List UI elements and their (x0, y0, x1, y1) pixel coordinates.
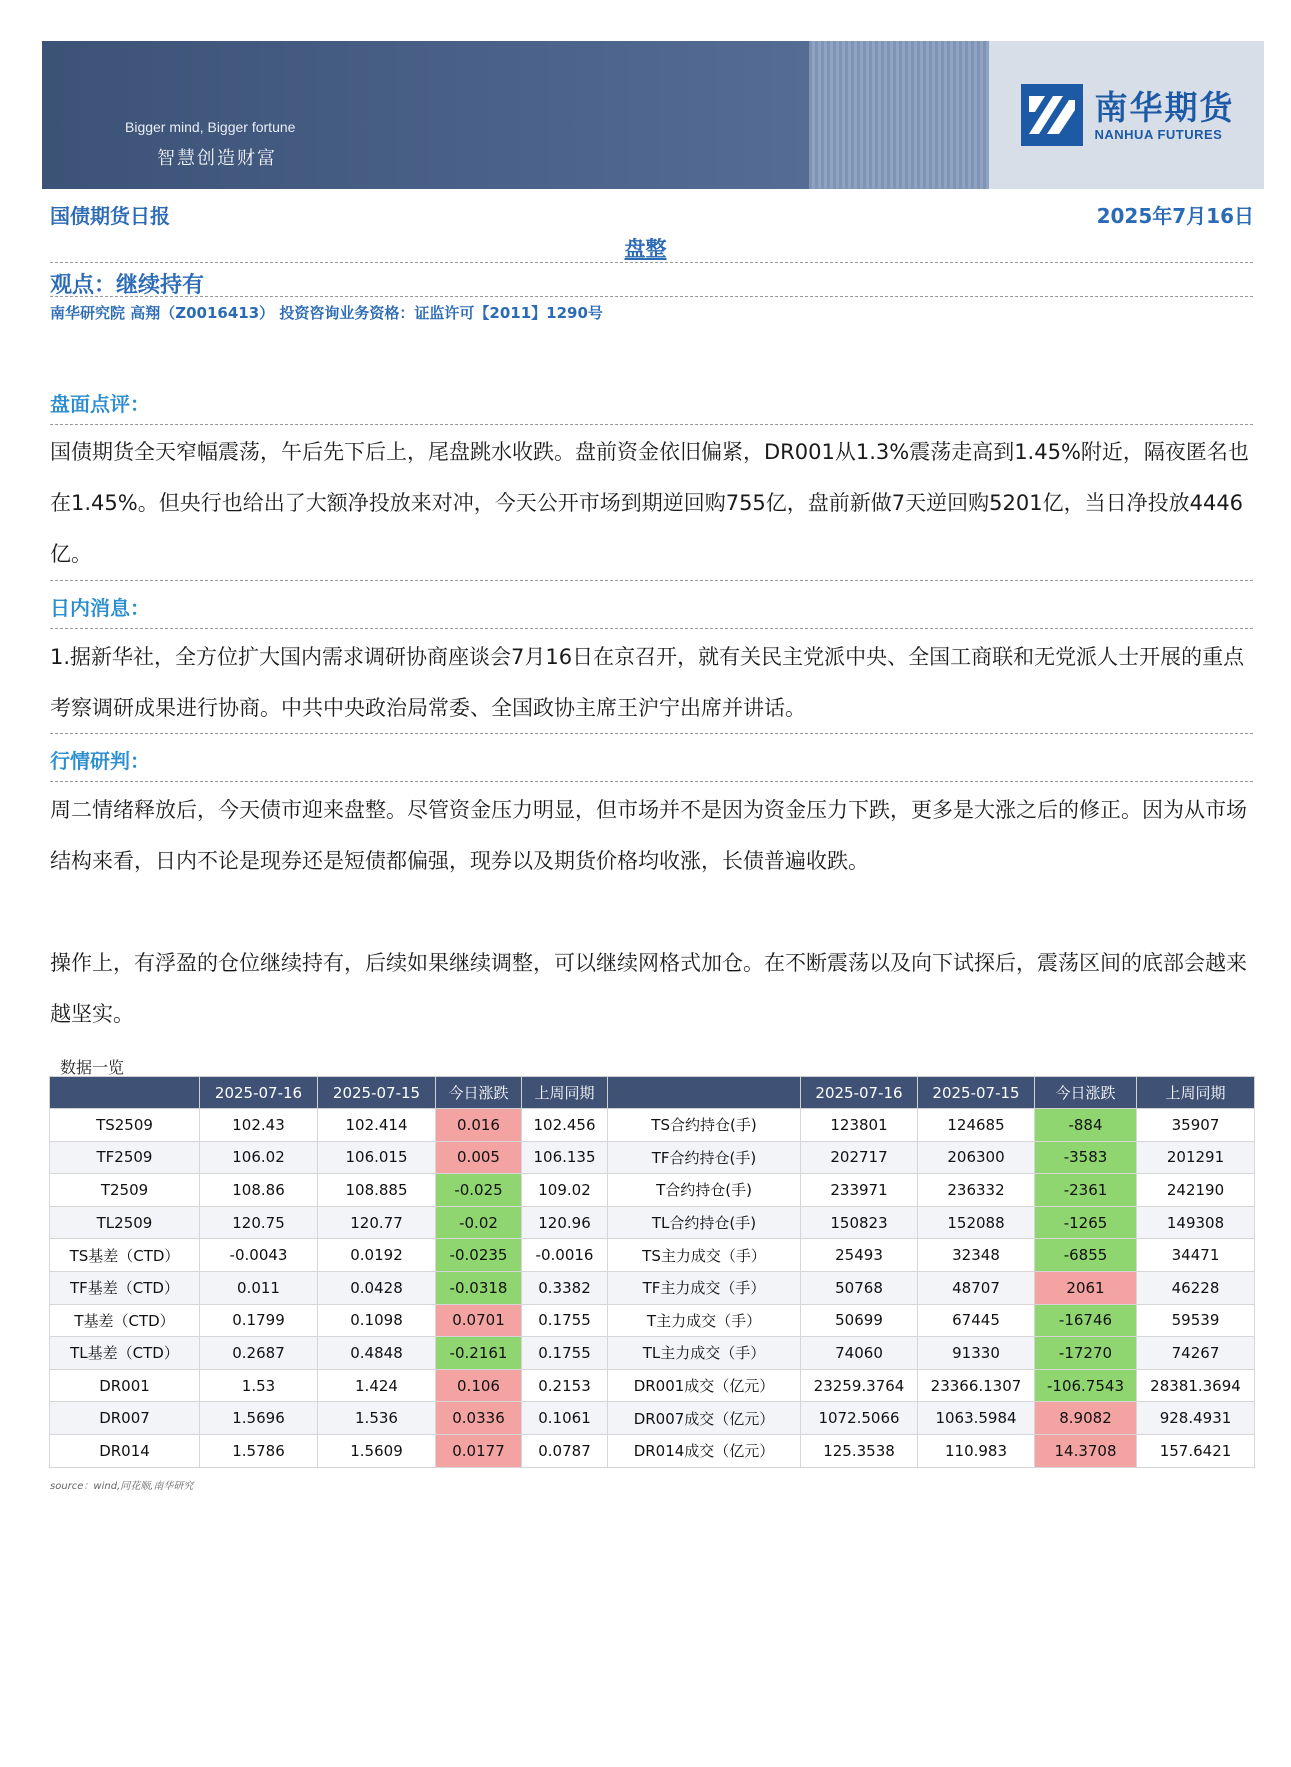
divider (50, 781, 1253, 782)
table-cell: DR001 (50, 1369, 200, 1402)
table-cell: -106.7543 (1035, 1369, 1137, 1402)
table-cell: 102.43 (200, 1109, 318, 1142)
company-logo (1019, 82, 1235, 148)
report-subtitle: 盘整 (624, 237, 667, 261)
source-note: source：wind,同花顺,南华研究 (50, 1481, 194, 1492)
table-cell: 106.015 (318, 1141, 436, 1174)
divider (50, 424, 1253, 425)
paragraph: 国债期货全天窄幅震荡，午后先下后上，尾盘跳水收跌。盘前资金依旧偏紧，DR001从1.3%震荡走高到1.45%附近，隔夜匿名也在1.45%。但央行也给出了大额净投放来对冲，今天公开市场到期逆回购755亿，盘前新做7天逆回购5201亿，当日净投放4446亿。 (50, 440, 1249, 566)
table-cell: 202717 (801, 1141, 918, 1174)
table-cell: 23366.1307 (918, 1369, 1035, 1402)
table-cell: -0.0016 (522, 1239, 608, 1272)
table-row (50, 1402, 1255, 1435)
table-cell: 0.0701 (436, 1304, 522, 1337)
table-cell: 152088 (918, 1206, 1035, 1239)
table-cell: -1265 (1035, 1206, 1137, 1239)
table-cell: 110.983 (918, 1434, 1035, 1467)
table-header: 上周同期 (1137, 1077, 1255, 1109)
table-cell: 928.4931 (1137, 1402, 1255, 1435)
table-cell: 106.02 (200, 1141, 318, 1174)
table-row (50, 1369, 1255, 1402)
table-header: 今日涨跌 (1035, 1077, 1137, 1109)
table-cell: T主力成交（手） (608, 1304, 801, 1337)
table-cell: 0.2153 (522, 1369, 608, 1402)
table-cell: 233971 (801, 1174, 918, 1207)
table-cell: -884 (1035, 1109, 1137, 1142)
section-title-intraday-news: 日内消息： (50, 596, 150, 620)
table-header: 2025-07-16 (801, 1077, 918, 1109)
table-cell: 0.4848 (318, 1337, 436, 1370)
paragraph: 周二情绪释放后，今天债市迎来盘整。尽管资金压力明显，但市场并不是因为资金压力下跌，更多是大涨之后的修正。因为从市场结构来看，日内不论是现券还是短债都偏强，现券以及期货价格均收涨，长债普遍收跌。 (50, 798, 1247, 873)
table-cell: DR014 (50, 1434, 200, 1467)
header-banner (42, 41, 1264, 189)
table-cell: 1.53 (200, 1369, 318, 1402)
table-cell: 46228 (1137, 1271, 1255, 1304)
table-cell: 91330 (918, 1337, 1035, 1370)
table-cell: 102.414 (318, 1109, 436, 1142)
view-heading: 观点：继续持有 (50, 273, 205, 298)
report-title: 国债期货日报 (50, 204, 170, 228)
table-header: 2025-07-15 (918, 1077, 1035, 1109)
table-cell: 236332 (918, 1174, 1035, 1207)
table-cell: TL基差（CTD） (50, 1337, 200, 1370)
table-cell: 102.456 (522, 1109, 608, 1142)
divider (50, 628, 1253, 629)
table-cell: 0.2687 (200, 1337, 318, 1370)
divider (50, 296, 1253, 297)
table-cell: 157.6421 (1137, 1434, 1255, 1467)
table-cell: 1072.5066 (801, 1402, 918, 1435)
table-cell: 50768 (801, 1271, 918, 1304)
table-cell: 0.016 (436, 1109, 522, 1142)
table-cell: TS合约持仓(手) (608, 1109, 801, 1142)
table-cell: 150823 (801, 1206, 918, 1239)
table-cell: 2061 (1035, 1271, 1137, 1304)
table-header: 今日涨跌 (436, 1077, 522, 1109)
table-row (50, 1174, 1255, 1207)
table-row (50, 1109, 1255, 1142)
table-cell: -17270 (1035, 1337, 1137, 1370)
table-cell: -0.0235 (436, 1239, 522, 1272)
table-cell: 201291 (1137, 1141, 1255, 1174)
table-row (50, 1141, 1255, 1174)
table-cell: 28381.3694 (1137, 1369, 1255, 1402)
table-cell: 109.02 (522, 1174, 608, 1207)
table-cell: TF主力成交（手） (608, 1271, 801, 1304)
table-cell: 242190 (1137, 1174, 1255, 1207)
table-header-row (50, 1077, 1255, 1109)
table-cell: 23259.3764 (801, 1369, 918, 1402)
banner-logo-panel (989, 41, 1264, 189)
table-cell: -0.02 (436, 1206, 522, 1239)
divider (50, 262, 1253, 263)
table-cell: 0.011 (200, 1271, 318, 1304)
table-cell: TF基差（CTD） (50, 1271, 200, 1304)
table-cell: -0.0043 (200, 1239, 318, 1272)
table-cell: 120.96 (522, 1206, 608, 1239)
table-cell: DR007成交（亿元） (608, 1402, 801, 1435)
table-cell: TS主力成交（手） (608, 1239, 801, 1272)
table-row (50, 1304, 1255, 1337)
nanhua-logo-icon (1019, 82, 1085, 148)
table-cell: 0.0192 (318, 1239, 436, 1272)
banner-left-panel (42, 41, 809, 189)
table-cell: 74060 (801, 1337, 918, 1370)
slogan-cn: 智慧创造财富 (157, 148, 277, 169)
table-cell: 0.0177 (436, 1434, 522, 1467)
logo-cn: 南华期货 (1094, 87, 1235, 127)
table-cell: 32348 (918, 1239, 1035, 1272)
table-cell: 0.106 (436, 1369, 522, 1402)
table-cell: TS2509 (50, 1109, 200, 1142)
table-row (50, 1271, 1255, 1304)
table-cell: 120.77 (318, 1206, 436, 1239)
table-cell: 1.536 (318, 1402, 436, 1435)
table-caption: 数据一览 (60, 1058, 125, 1077)
table-cell: TL主力成交（手） (608, 1337, 801, 1370)
table-cell: 48707 (918, 1271, 1035, 1304)
table-row (50, 1337, 1255, 1370)
logo-en: NANHUA FUTURES (1094, 126, 1223, 142)
table-cell: 0.0787 (522, 1434, 608, 1467)
table-cell: 124685 (918, 1109, 1035, 1142)
table-cell: -0.025 (436, 1174, 522, 1207)
slogan-en: Bigger mind, Bigger fortune (125, 119, 296, 135)
table-cell: DR014成交（亿元） (608, 1434, 801, 1467)
author-line: 南华研究院 高翔（Z0016413） 投资咨询业务资格：证监许可【2011】1290号 (50, 304, 603, 322)
table-cell: 25493 (801, 1239, 918, 1272)
table-row (50, 1206, 1255, 1239)
table-cell: 120.75 (200, 1206, 318, 1239)
table-cell: T合约持仓(手) (608, 1174, 801, 1207)
table-header: 2025-07-16 (200, 1077, 318, 1109)
table-header (608, 1077, 801, 1109)
table-cell: 74267 (1137, 1337, 1255, 1370)
table-row (50, 1434, 1255, 1467)
table-cell: DR001成交（亿元） (608, 1369, 801, 1402)
table-cell: 1063.5984 (918, 1402, 1035, 1435)
table-cell: 1.5786 (200, 1434, 318, 1467)
table-cell: -0.0318 (436, 1271, 522, 1304)
divider (50, 733, 1253, 734)
table-cell: 149308 (1137, 1206, 1255, 1239)
table-cell: T2509 (50, 1174, 200, 1207)
table-cell: T基差（CTD） (50, 1304, 200, 1337)
table-cell: -3583 (1035, 1141, 1137, 1174)
table-cell: -16746 (1035, 1304, 1137, 1337)
table-header (50, 1077, 200, 1109)
section-title-market-review: 盘面点评： (50, 392, 150, 416)
table-cell: TF合约持仓(手) (608, 1141, 801, 1174)
table-cell: 0.1799 (200, 1304, 318, 1337)
table-cell: 0.1098 (318, 1304, 436, 1337)
table-cell: 123801 (801, 1109, 918, 1142)
divider (50, 580, 1253, 581)
data-table (49, 1076, 1255, 1468)
table-cell: TF2509 (50, 1141, 200, 1174)
table-cell: -2361 (1035, 1174, 1137, 1207)
table-cell: 106.135 (522, 1141, 608, 1174)
paragraph: 1.据新华社，全方位扩大国内需求调研协商座谈会7月16日在京召开，就有关民主党派中央、全国工商联和无党派人士开展的重点考察调研成果进行协商。中共中央政治局常委、全国政协主席王沪宁出席并讲话。 (50, 645, 1245, 720)
table-cell: 125.3538 (801, 1434, 918, 1467)
table-cell: 35907 (1137, 1109, 1255, 1142)
table-cell: 50699 (801, 1304, 918, 1337)
table-cell: 0.3382 (522, 1271, 608, 1304)
table-cell: 34471 (1137, 1239, 1255, 1272)
logo-text (1095, 89, 1235, 142)
banner-stripes (809, 41, 989, 189)
paragraph: 操作上，有浮盈的仓位继续持有，后续如果继续调整，可以继续网格式加仓。在不断震荡以及向下试探后，震荡区间的底部会越来越坚实。 (50, 951, 1247, 1026)
section-title-market-outlook: 行情研判： (50, 749, 150, 773)
table-cell: 0.0336 (436, 1402, 522, 1435)
table-cell: TS基差（CTD） (50, 1239, 200, 1272)
table-cell: 1.424 (318, 1369, 436, 1402)
report-date: 2025年7月16日 (1096, 204, 1254, 228)
table-cell: 8.9082 (1035, 1402, 1137, 1435)
table-cell: 1.5609 (318, 1434, 436, 1467)
table-cell: 0.0428 (318, 1271, 436, 1304)
table-row (50, 1239, 1255, 1272)
table-cell: 0.1061 (522, 1402, 608, 1435)
table-cell: 0.1755 (522, 1337, 608, 1370)
table-cell: 14.3708 (1035, 1434, 1137, 1467)
table-header: 2025-07-15 (318, 1077, 436, 1109)
table-cell: 206300 (918, 1141, 1035, 1174)
table-cell: -6855 (1035, 1239, 1137, 1272)
table-header: 上周同期 (522, 1077, 608, 1109)
table-cell: 1.5696 (200, 1402, 318, 1435)
table-cell: TL合约持仓(手) (608, 1206, 801, 1239)
table-cell: 0.1755 (522, 1304, 608, 1337)
table-cell: 0.005 (436, 1141, 522, 1174)
table-cell: -0.2161 (436, 1337, 522, 1370)
table-cell: 108.86 (200, 1174, 318, 1207)
table-cell: 59539 (1137, 1304, 1255, 1337)
table-cell: TL2509 (50, 1206, 200, 1239)
table-cell: 67445 (918, 1304, 1035, 1337)
table-cell: 108.885 (318, 1174, 436, 1207)
table-cell: DR007 (50, 1402, 200, 1435)
